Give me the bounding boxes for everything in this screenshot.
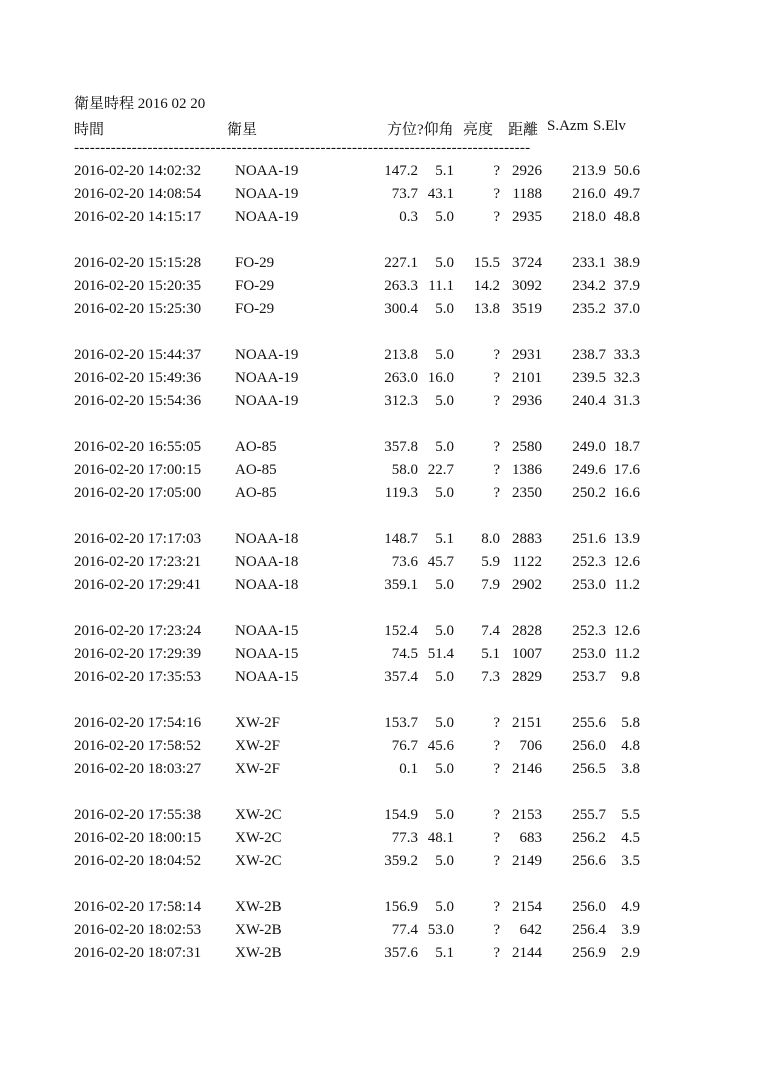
elevation-value: 11.1 (428, 278, 454, 294)
distance-value: 706 (519, 738, 542, 754)
azimuth-value: 357.4 (384, 669, 418, 685)
satellite-name: XW-2C (235, 853, 282, 869)
magnitude-value: ? (493, 163, 500, 179)
sun-elevation-value: 50.6 (613, 163, 640, 179)
magnitude-value: 8.0 (481, 531, 500, 547)
magnitude-value: 7.9 (481, 577, 500, 593)
elevation-value: 5.1 (435, 945, 454, 961)
table-row (74, 919, 654, 942)
sun-azimuth-value: 255.6 (572, 715, 606, 731)
table-row (74, 252, 654, 275)
header-satellite: 衛星 (227, 122, 258, 138)
azimuth-value: 74.5 (391, 646, 418, 662)
elevation-value: 5.0 (435, 301, 454, 317)
sun-elevation-value: 38.9 (613, 255, 640, 271)
satellite-name: NOAA-19 (235, 370, 299, 386)
distance-value: 2936 (512, 393, 542, 409)
sun-elevation-value: 5.8 (621, 715, 640, 731)
sun-azimuth-value: 255.7 (572, 807, 606, 823)
sun-azimuth-value: 251.6 (572, 531, 606, 547)
pass-time: 2016-02-20 17:55:38 (74, 807, 202, 823)
magnitude-value: ? (493, 485, 500, 501)
magnitude-value: ? (493, 715, 500, 731)
table-row (74, 827, 654, 850)
elevation-value: 22.7 (427, 462, 454, 478)
distance-value: 1007 (512, 646, 542, 662)
sun-azimuth-value: 218.0 (572, 209, 606, 225)
pass-group (74, 712, 654, 781)
header-s-elv: S.Elv (593, 118, 626, 134)
distance-value: 2146 (512, 761, 542, 777)
sun-elevation-value: 16.6 (613, 485, 640, 501)
pass-time: 2016-02-20 14:15:17 (74, 209, 202, 225)
azimuth-value: 76.7 (391, 738, 418, 754)
sun-elevation-value: 37.0 (613, 301, 640, 317)
sun-azimuth-value: 213.9 (572, 163, 606, 179)
magnitude-value: 7.3 (481, 669, 500, 685)
magnitude-value: ? (493, 462, 500, 478)
elevation-value: 5.0 (435, 807, 454, 823)
satellite-name: NOAA-18 (235, 531, 299, 547)
magnitude-value: 7.4 (481, 623, 500, 639)
satellite-name: XW-2F (235, 738, 280, 754)
elevation-value: 5.0 (435, 439, 454, 455)
sun-elevation-value: 9.8 (621, 669, 640, 685)
table-row (74, 436, 654, 459)
distance-value: 2153 (512, 807, 542, 823)
table-row (74, 643, 654, 666)
satellite-name: XW-2F (235, 761, 280, 777)
azimuth-value: 152.4 (384, 623, 418, 639)
magnitude-value: 14.2 (473, 278, 500, 294)
pass-time: 2016-02-20 17:17:03 (74, 531, 202, 547)
sun-elevation-value: 11.2 (614, 577, 640, 593)
pass-time: 2016-02-20 14:02:32 (74, 163, 202, 179)
pass-group (74, 252, 654, 321)
table-row (74, 528, 654, 551)
sun-azimuth-value: 240.4 (572, 393, 606, 409)
header-time: 時間 (74, 122, 105, 138)
azimuth-value: 312.3 (384, 393, 418, 409)
table-row (74, 551, 654, 574)
magnitude-value: ? (493, 347, 500, 363)
magnitude-value: ? (493, 439, 500, 455)
magnitude-value: 5.1 (481, 646, 500, 662)
sun-elevation-value: 18.7 (613, 439, 640, 455)
pass-group (74, 160, 654, 229)
table-row (74, 275, 654, 298)
distance-value: 3092 (512, 278, 542, 294)
distance-value: 2580 (512, 439, 542, 455)
elevation-value: 5.0 (435, 715, 454, 731)
magnitude-value: 5.9 (481, 554, 500, 570)
elevation-value: 5.1 (435, 163, 454, 179)
pass-time: 2016-02-20 14:08:54 (74, 186, 202, 202)
table-row (74, 712, 654, 735)
sun-azimuth-value: 256.5 (572, 761, 606, 777)
elevation-value: 5.0 (435, 255, 454, 271)
sun-azimuth-value: 235.2 (572, 301, 606, 317)
table-row (74, 942, 654, 965)
sun-azimuth-value: 252.3 (572, 554, 606, 570)
table-row (74, 735, 654, 758)
sun-elevation-value: 13.9 (613, 531, 640, 547)
header-magnitude: 亮度 (463, 122, 494, 138)
pass-time: 2016-02-20 18:00:15 (74, 830, 202, 846)
azimuth-value: 148.7 (384, 531, 418, 547)
distance-value: 642 (519, 922, 542, 938)
table-row (74, 666, 654, 689)
azimuth-value: 0.1 (399, 761, 418, 777)
table-row (74, 850, 654, 873)
distance-value: 3724 (512, 255, 542, 271)
elevation-value: 5.0 (435, 485, 454, 501)
sun-azimuth-value: 256.6 (572, 853, 606, 869)
azimuth-value: 73.7 (391, 186, 418, 202)
sun-azimuth-value: 238.7 (572, 347, 606, 363)
distance-value: 2926 (512, 163, 542, 179)
pass-group (74, 436, 654, 505)
sun-azimuth-value: 253.0 (572, 646, 606, 662)
sun-elevation-value: 17.6 (613, 462, 640, 478)
page-title: 衛星時程 2016 02 20 (74, 96, 206, 112)
schedule-table (74, 160, 654, 988)
azimuth-value: 263.0 (384, 370, 418, 386)
distance-value: 2829 (512, 669, 542, 685)
pass-time: 2016-02-20 18:02:53 (74, 922, 202, 938)
table-row (74, 390, 654, 413)
pass-time: 2016-02-20 18:03:27 (74, 761, 202, 777)
pass-group (74, 344, 654, 413)
sun-azimuth-value: 216.0 (572, 186, 606, 202)
sun-elevation-value: 4.8 (621, 738, 640, 754)
sun-elevation-value: 48.8 (613, 209, 640, 225)
sun-elevation-value: 3.5 (621, 853, 640, 869)
satellite-name: NOAA-19 (235, 209, 299, 225)
pass-time: 2016-02-20 15:20:35 (74, 278, 202, 294)
pass-time: 2016-02-20 17:35:53 (74, 669, 202, 685)
table-row (74, 620, 654, 643)
distance-value: 2935 (512, 209, 542, 225)
magnitude-value: ? (493, 738, 500, 754)
sun-azimuth-value: 253.0 (572, 577, 606, 593)
table-row (74, 183, 654, 206)
table-row (74, 896, 654, 919)
elevation-value: 48.1 (427, 830, 454, 846)
sun-elevation-value: 5.5 (621, 807, 640, 823)
elevation-value: 5.0 (435, 761, 454, 777)
pass-time: 2016-02-20 18:04:52 (74, 853, 202, 869)
magnitude-value: ? (493, 945, 500, 961)
elevation-value: 5.0 (435, 577, 454, 593)
satellite-name: AO-85 (235, 485, 277, 501)
azimuth-value: 227.1 (384, 255, 418, 271)
table-row (74, 367, 654, 390)
sun-elevation-value: 11.2 (614, 646, 640, 662)
pass-time: 2016-02-20 17:29:41 (74, 577, 202, 593)
satellite-name: FO-29 (235, 255, 275, 271)
sun-azimuth-value: 256.0 (572, 738, 606, 754)
sun-elevation-value: 3.9 (621, 922, 640, 938)
elevation-value: 45.6 (427, 738, 454, 754)
pass-time: 2016-02-20 15:49:36 (74, 370, 202, 386)
elevation-value: 16.0 (427, 370, 454, 386)
table-row (74, 459, 654, 482)
distance-value: 2931 (512, 347, 542, 363)
sun-azimuth-value: 249.0 (572, 439, 606, 455)
pass-time: 2016-02-20 17:23:21 (74, 554, 202, 570)
pass-group (74, 620, 654, 689)
distance-value: 2101 (512, 370, 542, 386)
distance-value: 1386 (512, 462, 542, 478)
sun-azimuth-value: 256.9 (572, 945, 606, 961)
satellite-name: NOAA-18 (235, 554, 299, 570)
pass-time: 2016-02-20 17:58:14 (74, 899, 202, 915)
sun-azimuth-value: 256.2 (572, 830, 606, 846)
sun-azimuth-value: 239.5 (572, 370, 606, 386)
elevation-value: 5.0 (435, 623, 454, 639)
magnitude-value: ? (493, 370, 500, 386)
distance-value: 2902 (512, 577, 542, 593)
azimuth-value: 154.9 (384, 807, 418, 823)
table-row (74, 298, 654, 321)
elevation-value: 5.0 (435, 899, 454, 915)
sun-elevation-value: 31.3 (613, 393, 640, 409)
table-row (74, 160, 654, 183)
satellite-name: AO-85 (235, 439, 277, 455)
magnitude-value: 13.8 (473, 301, 500, 317)
pass-time: 2016-02-20 17:05:00 (74, 485, 202, 501)
azimuth-value: 263.3 (384, 278, 418, 294)
pass-time: 2016-02-20 15:15:28 (74, 255, 202, 271)
elevation-value: 5.0 (435, 393, 454, 409)
azimuth-value: 357.6 (384, 945, 418, 961)
pass-time: 2016-02-20 17:23:24 (74, 623, 202, 639)
satellite-name: XW-2C (235, 807, 282, 823)
pass-time: 2016-02-20 17:54:16 (74, 715, 202, 731)
sun-azimuth-value: 233.1 (572, 255, 606, 271)
magnitude-value: ? (493, 761, 500, 777)
azimuth-value: 359.1 (384, 577, 418, 593)
magnitude-value: ? (493, 209, 500, 225)
sun-elevation-value: 12.6 (613, 623, 640, 639)
pass-time: 2016-02-20 17:00:15 (74, 462, 202, 478)
header-distance: 距離 (508, 122, 539, 138)
satellite-name: NOAA-19 (235, 163, 299, 179)
elevation-value: 53.0 (427, 922, 454, 938)
satellite-name: NOAA-19 (235, 393, 299, 409)
distance-value: 2149 (512, 853, 542, 869)
magnitude-value: ? (493, 853, 500, 869)
pass-time: 2016-02-20 15:44:37 (74, 347, 202, 363)
azimuth-value: 77.3 (391, 830, 418, 846)
sun-elevation-value: 37.9 (613, 278, 640, 294)
azimuth-value: 73.6 (391, 554, 418, 570)
satellite-name: NOAA-15 (235, 646, 299, 662)
satellite-name: FO-29 (235, 278, 275, 294)
table-row (74, 574, 654, 597)
azimuth-value: 0.3 (399, 209, 418, 225)
satellite-name: NOAA-15 (235, 669, 299, 685)
satellite-name: NOAA-18 (235, 577, 299, 593)
sun-elevation-value: 12.6 (613, 554, 640, 570)
distance-value: 2154 (512, 899, 542, 915)
azimuth-value: 147.2 (384, 163, 418, 179)
pass-group (74, 804, 654, 873)
sun-elevation-value: 4.5 (621, 830, 640, 846)
azimuth-value: 119.3 (384, 485, 418, 501)
elevation-value: 5.0 (435, 669, 454, 685)
distance-value: 683 (519, 830, 542, 846)
sun-elevation-value: 3.8 (621, 761, 640, 777)
azimuth-value: 156.9 (384, 899, 418, 915)
sun-elevation-value: 2.9 (621, 945, 640, 961)
distance-value: 1122 (512, 554, 542, 570)
sun-azimuth-value: 256.4 (572, 922, 606, 938)
table-row (74, 344, 654, 367)
elevation-value: 43.1 (427, 186, 454, 202)
magnitude-value: ? (493, 393, 500, 409)
sun-elevation-value: 49.7 (613, 186, 640, 202)
distance-value: 2144 (512, 945, 542, 961)
sun-elevation-value: 32.3 (613, 370, 640, 386)
satellite-name: FO-29 (235, 301, 275, 317)
magnitude-value: 15.5 (473, 255, 500, 271)
table-row (74, 482, 654, 505)
azimuth-value: 359.2 (384, 853, 418, 869)
distance-value: 1188 (512, 186, 542, 202)
elevation-value: 45.7 (427, 554, 454, 570)
elevation-value: 51.4 (427, 646, 454, 662)
azimuth-value: 300.4 (384, 301, 418, 317)
magnitude-value: ? (493, 830, 500, 846)
magnitude-value: ? (493, 899, 500, 915)
azimuth-value: 357.8 (384, 439, 418, 455)
satellite-name: NOAA-19 (235, 347, 299, 363)
elevation-value: 5.0 (435, 347, 454, 363)
satellite-name: XW-2B (235, 945, 282, 961)
distance-value: 2828 (512, 623, 542, 639)
satellite-name: XW-2C (235, 830, 282, 846)
pass-time: 2016-02-20 17:29:39 (74, 646, 202, 662)
satellite-name: XW-2B (235, 899, 282, 915)
sun-azimuth-value: 253.7 (572, 669, 606, 685)
header-s-azm: S.Azm (547, 118, 589, 134)
sun-azimuth-value: 250.2 (572, 485, 606, 501)
elevation-value: 5.0 (435, 853, 454, 869)
sun-azimuth-value: 256.0 (572, 899, 606, 915)
satellite-name: AO-85 (235, 462, 277, 478)
header-azm-elev: 方位?仰角 (387, 122, 454, 138)
table-header (74, 118, 654, 140)
sun-azimuth-value: 249.6 (572, 462, 606, 478)
azimuth-value: 77.4 (391, 922, 418, 938)
sun-elevation-value: 4.9 (621, 899, 640, 915)
satellite-name: NOAA-15 (235, 623, 299, 639)
table-row (74, 804, 654, 827)
pass-time: 2016-02-20 16:55:05 (74, 439, 202, 455)
azimuth-value: 153.7 (384, 715, 418, 731)
pass-time: 2016-02-20 15:54:36 (74, 393, 202, 409)
satellite-name: XW-2F (235, 715, 280, 731)
sun-elevation-value: 33.3 (613, 347, 640, 363)
distance-value: 3519 (512, 301, 542, 317)
sun-azimuth-value: 252.3 (572, 623, 606, 639)
elevation-value: 5.0 (435, 209, 454, 225)
magnitude-value: ? (493, 922, 500, 938)
pass-group (74, 896, 654, 965)
elevation-value: 5.1 (435, 531, 454, 547)
azimuth-value: 213.8 (384, 347, 418, 363)
sun-azimuth-value: 234.2 (572, 278, 606, 294)
distance-value: 2350 (512, 485, 542, 501)
distance-value: 2151 (512, 715, 542, 731)
pass-time: 2016-02-20 17:58:52 (74, 738, 202, 754)
header-divider: --------------------------------------------------------------------------------------- (74, 140, 531, 156)
table-row (74, 758, 654, 781)
satellite-name: NOAA-19 (235, 186, 299, 202)
distance-value: 2883 (512, 531, 542, 547)
pass-time: 2016-02-20 18:07:31 (74, 945, 202, 961)
magnitude-value: ? (493, 807, 500, 823)
pass-group (74, 528, 654, 597)
azimuth-value: 58.0 (391, 462, 418, 478)
magnitude-value: ? (493, 186, 500, 202)
pass-time: 2016-02-20 15:25:30 (74, 301, 202, 317)
satellite-name: XW-2B (235, 922, 282, 938)
table-row (74, 206, 654, 229)
